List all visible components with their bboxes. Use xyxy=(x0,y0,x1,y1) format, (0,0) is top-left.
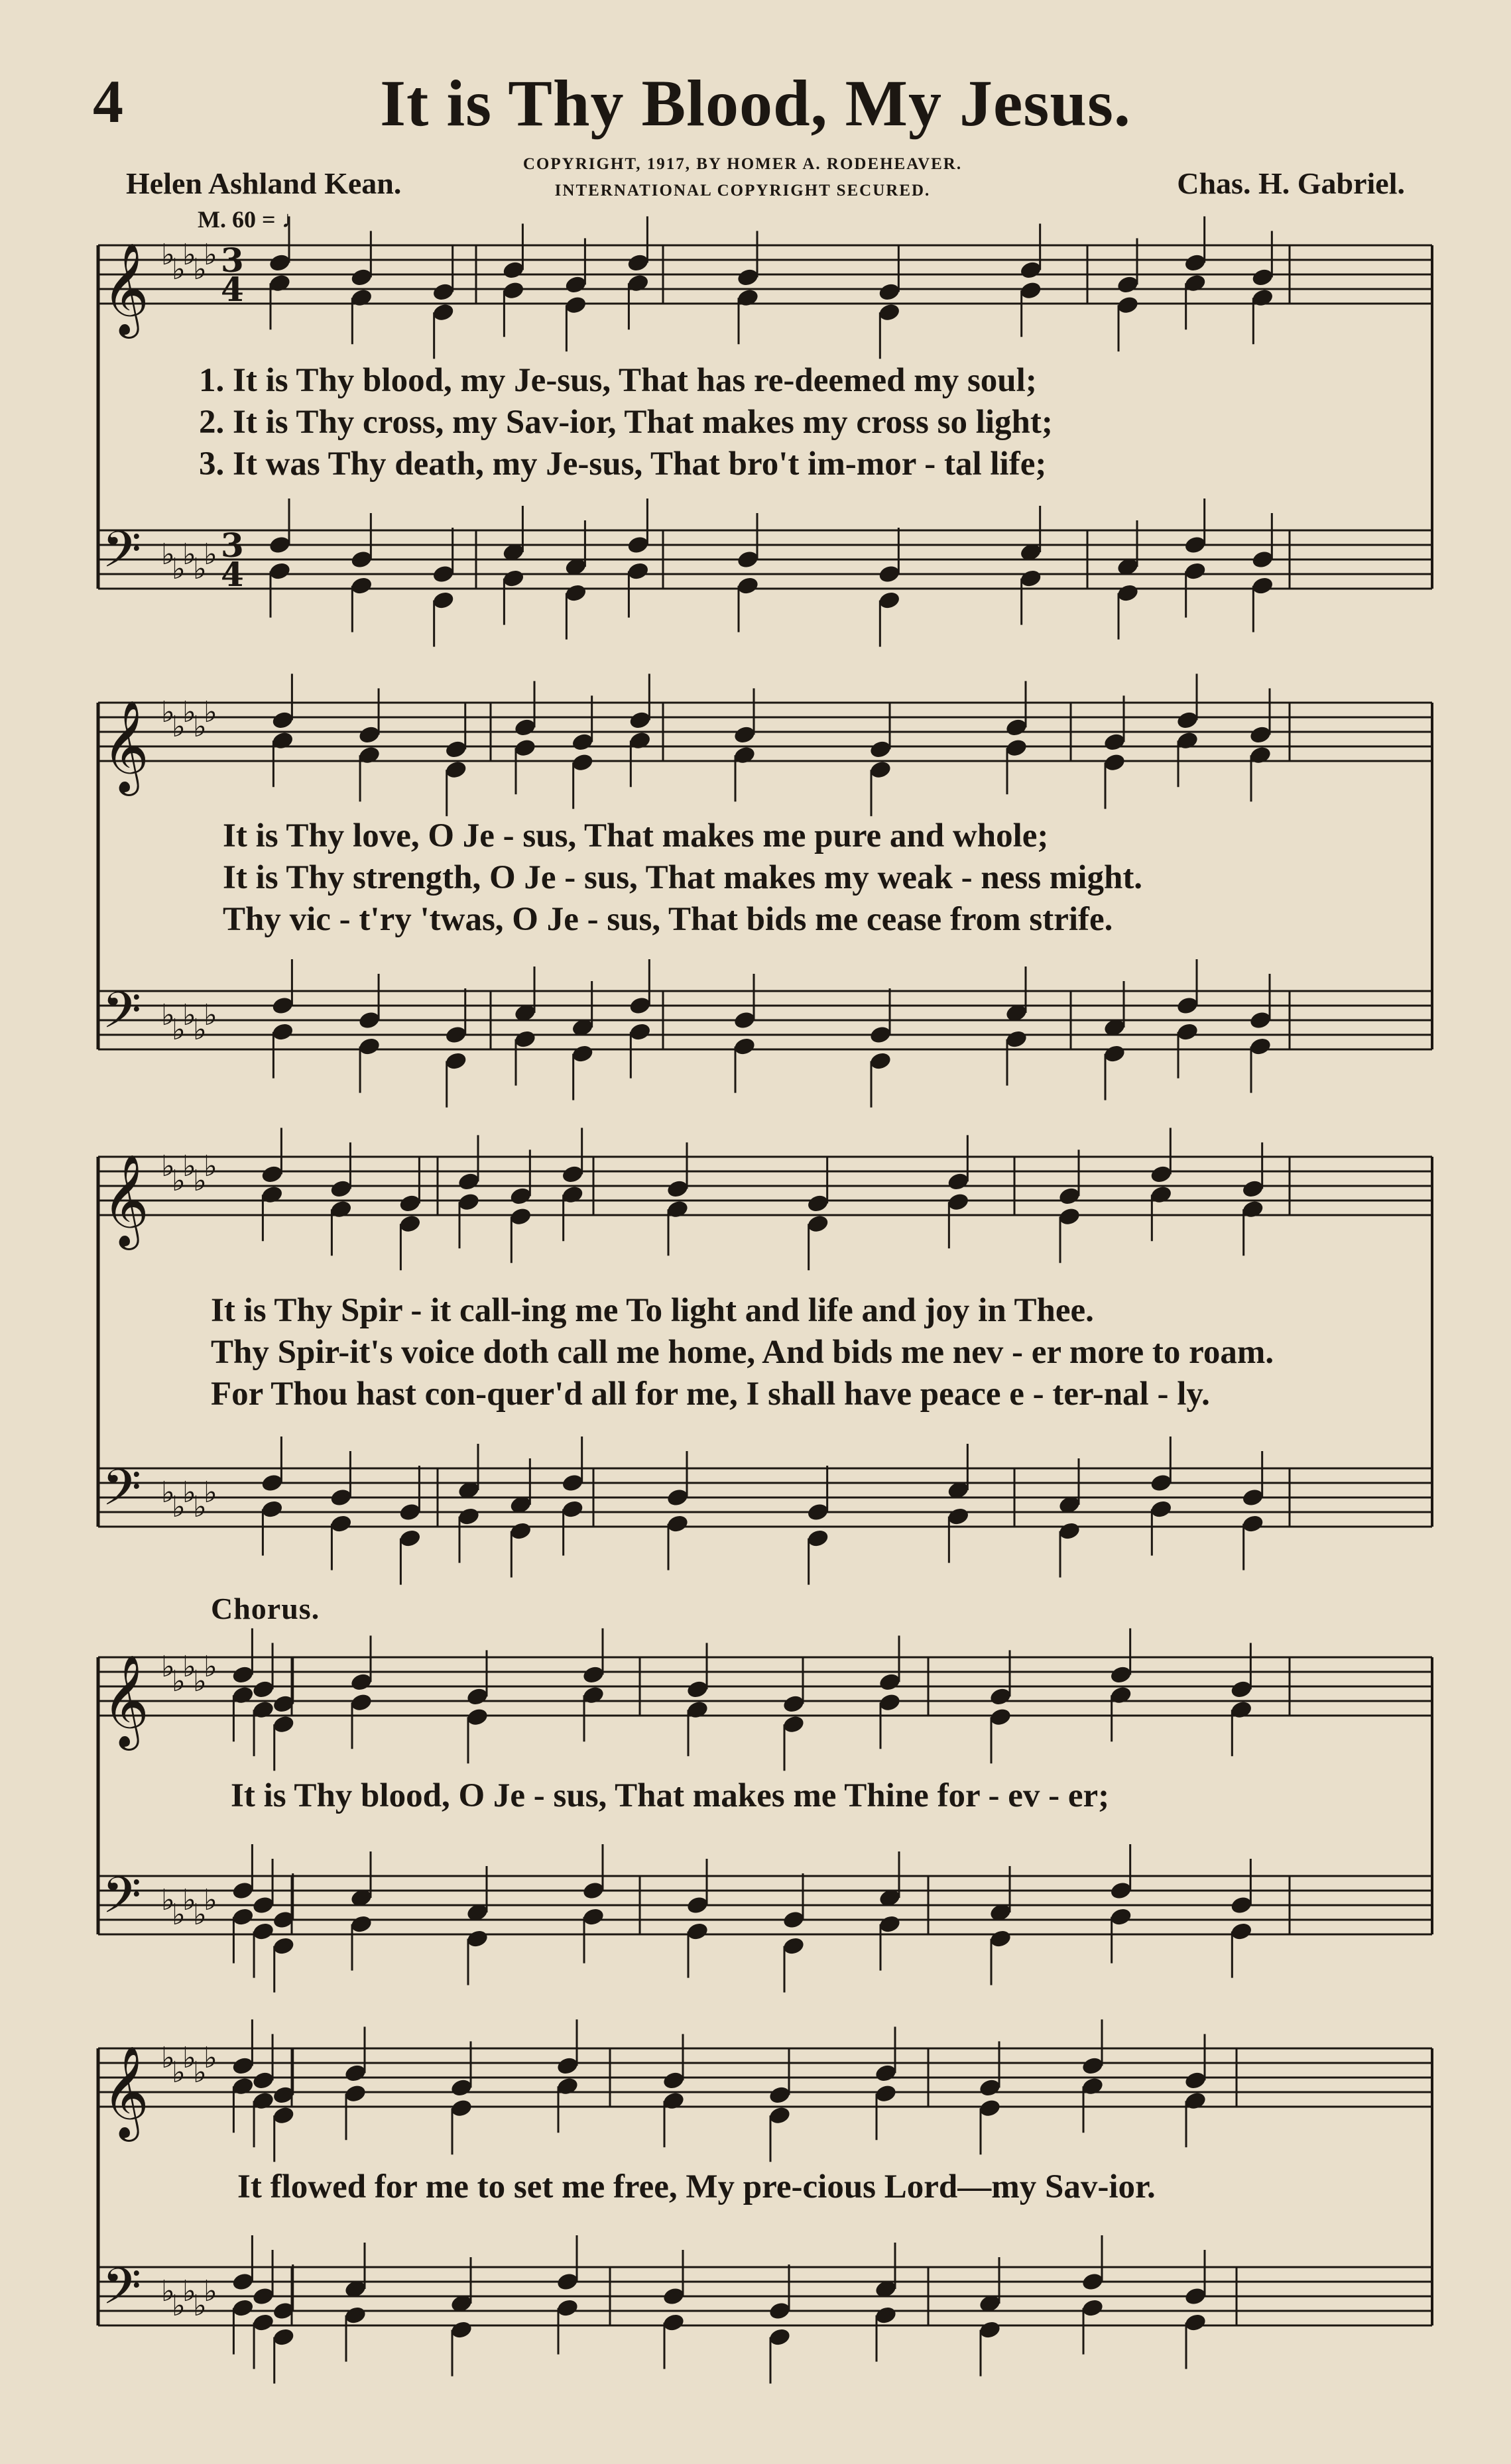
verse-2-line-2: It is Thy strength, O Je - sus, That makes my weak - ness might. xyxy=(223,859,1143,896)
flat-sign: ♭ xyxy=(172,710,186,744)
flat-sign: ♭ xyxy=(182,538,196,571)
time-signature-digit: 4 xyxy=(221,555,244,594)
flat-sign: ♭ xyxy=(182,1650,196,1684)
verse-1-line-2: It is Thy love, O Je - sus, That makes me pure and whole; xyxy=(223,817,1049,854)
treble-clef: 𝄞 xyxy=(102,1154,149,1246)
flat-sign: ♭ xyxy=(204,538,217,571)
verse-2-line-1: 2. It is Thy cross, my Sav-ior, That makes my cross so light; xyxy=(199,404,1053,441)
flat-sign: ♭ xyxy=(172,2289,186,2323)
treble-clef: 𝄞 xyxy=(102,243,149,335)
flat-sign: ♭ xyxy=(204,695,217,729)
flat-sign: ♭ xyxy=(182,2274,196,2308)
flat-sign: ♭ xyxy=(172,253,186,286)
composer-credit: Chas. H. Gabriel. xyxy=(1177,166,1405,200)
flat-sign: ♭ xyxy=(161,2041,175,2075)
bass-clef: 𝄢 xyxy=(102,981,142,1052)
flat-sign: ♭ xyxy=(182,1883,196,1917)
bass-clef: 𝄢 xyxy=(102,520,142,591)
flat-sign: ♭ xyxy=(193,1013,207,1047)
metronome-marking: M. 60 = ♩ xyxy=(198,206,306,233)
flat-sign: ♭ xyxy=(204,238,217,272)
flat-sign: ♭ xyxy=(193,2056,207,2089)
flat-sign: ♭ xyxy=(161,538,175,571)
verse-1-line-1: 1. It is Thy blood, my Je-sus, That has re-deemed my soul; xyxy=(199,362,1037,399)
flat-sign: ♭ xyxy=(193,710,207,744)
flat-sign: ♭ xyxy=(193,552,207,586)
flat-sign: ♭ xyxy=(161,1476,175,1509)
hymn-number: 4 xyxy=(93,68,123,135)
flat-sign: ♭ xyxy=(172,1490,186,1524)
flat-sign: ♭ xyxy=(161,1650,175,1684)
flat-sign: ♭ xyxy=(204,2041,217,2075)
flat-sign: ♭ xyxy=(182,238,196,272)
flat-sign: ♭ xyxy=(182,695,196,729)
flat-sign: ♭ xyxy=(161,1883,175,1917)
flat-sign: ♭ xyxy=(193,1665,207,1698)
flat-sign: ♭ xyxy=(204,1476,217,1509)
flat-sign: ♭ xyxy=(204,998,217,1032)
verse-3-line-2: Thy vic - t'ry 'twas, O Je - sus, That bids me cease from strife. xyxy=(223,901,1113,938)
copyright-line-1: COPYRIGHT, 1917, BY HOMER A. RODEHEAVER. xyxy=(522,155,963,173)
verse-3-line-1: 3. It was Thy death, my Je-sus, That bro't im-mor - tal life; xyxy=(199,445,1047,483)
flat-sign: ♭ xyxy=(161,238,175,272)
verse-3-line-3: For Thou hast con-quer'd all for me, I shall have peace e - ter-nal - ly. xyxy=(211,1376,1210,1413)
treble-clef: 𝄞 xyxy=(102,2046,149,2138)
flat-sign: ♭ xyxy=(172,1013,186,1047)
flat-sign: ♭ xyxy=(193,1898,207,1932)
chorus-line-1: It is Thy blood, O Je - sus, That makes me Thine for - ev - er; xyxy=(231,1777,1110,1814)
flat-sign: ♭ xyxy=(172,1164,186,1198)
bass-clef: 𝄢 xyxy=(102,1458,142,1529)
chorus-line-2: It flowed for me to set me free, My pre-cious Lord—my Sav-ior. xyxy=(237,2168,1156,2205)
bass-clef: 𝄢 xyxy=(102,2257,142,2328)
flat-sign: ♭ xyxy=(182,1476,196,1509)
bass-clef: 𝄢 xyxy=(102,1866,142,1937)
flat-sign: ♭ xyxy=(161,2274,175,2308)
verse-1-line-3: It is Thy Spir - it call-ing me To light and life and joy in Thee. xyxy=(211,1292,1094,1329)
treble-clef: 𝄞 xyxy=(102,1655,149,1747)
chorus-label: Chorus. xyxy=(211,1592,320,1625)
hymn-title: It is Thy Blood, My Jesus. xyxy=(380,66,1131,140)
author-credit: Helen Ashland Kean. xyxy=(126,166,402,200)
copyright-line-2: INTERNATIONAL COPYRIGHT SECURED. xyxy=(554,182,931,200)
flat-sign: ♭ xyxy=(204,1650,217,1684)
time-signature-digit: 3 xyxy=(221,241,244,280)
flat-sign: ♭ xyxy=(193,2289,207,2323)
flat-sign: ♭ xyxy=(193,1164,207,1198)
flat-sign: ♭ xyxy=(182,2041,196,2075)
flat-sign: ♭ xyxy=(204,2274,217,2308)
flat-sign: ♭ xyxy=(172,552,186,586)
flat-sign: ♭ xyxy=(204,1149,217,1183)
flat-sign: ♭ xyxy=(172,2056,186,2089)
flat-sign: ♭ xyxy=(182,998,196,1032)
flat-sign: ♭ xyxy=(182,1149,196,1183)
flat-sign: ♭ xyxy=(172,1665,186,1698)
flat-sign: ♭ xyxy=(204,1883,217,1917)
flat-sign: ♭ xyxy=(161,998,175,1032)
time-signature-digit: 4 xyxy=(221,270,244,309)
flat-sign: ♭ xyxy=(172,1898,186,1932)
flat-sign: ♭ xyxy=(161,1149,175,1183)
flat-sign: ♭ xyxy=(193,1490,207,1524)
flat-sign: ♭ xyxy=(193,253,207,286)
verse-2-line-3: Thy Spir-it's voice doth call me home, And bids me nev - er more to roam. xyxy=(211,1334,1274,1371)
time-signature-digit: 3 xyxy=(221,526,244,565)
treble-clef: 𝄞 xyxy=(102,700,149,792)
flat-sign: ♭ xyxy=(161,695,175,729)
